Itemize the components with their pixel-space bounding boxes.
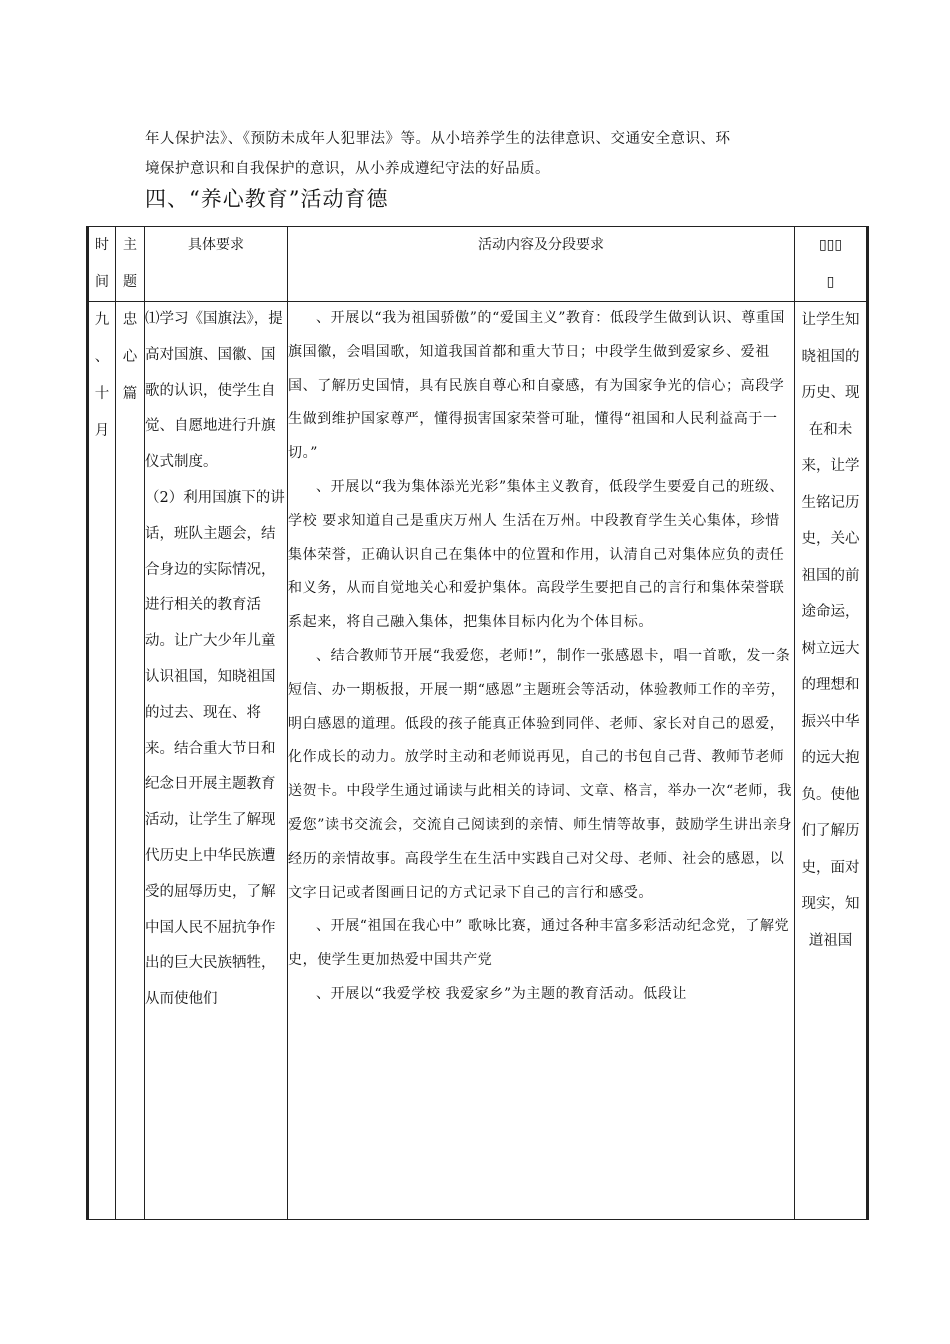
section-title: 四、“养心教育”活动育德	[145, 187, 389, 211]
header-theme: 主 题	[116, 227, 145, 302]
intro-line-2: 境保护意识和自我保护的意识，从小养成遵纪守法的好品质。	[145, 161, 550, 177]
table-row	[88, 302, 868, 1220]
header-goal: ▯▯▯ ▯	[795, 227, 868, 302]
activity-plan-table	[86, 226, 869, 1220]
cell-requirements	[145, 302, 288, 1220]
intro-line-1: 年人保护法》、《预防未成年人犯罪法》等。从小培养学生的法律意识、交通安全意识、环	[145, 131, 731, 147]
cell-theme: 忠 心 篇	[116, 302, 145, 1220]
content-item-2: 、开展以“我为集体添光光彩”集体主义教育，低段学生要爱自己的班级、学校 要求知道自己是重庆万州人 生活在万州。中段教育学生关心集体，珍惜集体荣誉，正确认识自己在集体中的位置和作用，认清自己对集体应负的责任和义务，从而自觉地关心和爱护集体。高段学生要把自己的言行和集体荣誉联系起来，将自己融入集体，把集体目标内化为个体目标。	[288, 478, 785, 631]
header-requirements: 具体要求	[145, 227, 288, 302]
content-item-4: 、开展“祖国在我心中” 歌咏比赛，通过各种丰富多彩活动纪念党，了解党史，使学生更加热爱中国共产党	[288, 918, 790, 969]
intro-paragraph	[145, 124, 805, 184]
content-item-1: 、开展以“我为祖国骄傲”的“爱国主义”教育：低段学生做到认识、尊重国旗国徽，会唱国歌，知道我国首都和重大节日；中段学生做到爱家乡、爱祖国、了解历史国情，具有民族自尊心和自豪感，有为国家争光的信心；高段学生做到维护国家尊严，懂得损害国家荣誉可耻，懂得“祖国和人民利益高于一切。”	[288, 310, 786, 462]
requirement-1: ⑴学习《国旗法》，提高对国旗、国徽、国歌的认识，使学生自觉、自愿地进行升旗仪式制度。	[145, 311, 283, 471]
cell-time: 九 、 十 月	[88, 302, 116, 1220]
table-header-row	[88, 227, 868, 302]
content-item-5: 、开展以“我爱学校 我爱家乡”为主题的教育活动。低段让	[316, 985, 687, 1002]
cell-goal: 让学生知晓祖国的历史、现在和未来，让学生铭记历史，关心祖国的前途命运，树立远大的理想和振兴中华的远大抱负。使他们了解历史，面对现实，知道祖国	[795, 302, 868, 1220]
header-content: 活动内容及分段要求	[288, 227, 795, 302]
header-time: 时 间	[88, 227, 116, 302]
requirement-2: （2）利用国旗下的讲话，班队主题会，结合身边的实际情况，进行相关的教育活动。让广大少年儿童认识祖国，知晓祖国的过去、现在、将来。结合重大节日和纪念日开展主题教育活动，让学生了解现代历史上中华民族遭受的屈辱历史，了解中国人民不屈抗争作出的巨大民族牺牲，从而使他们	[145, 489, 285, 1008]
cell-content	[288, 302, 795, 1220]
content-item-3: 、结合教师节开展“我爱您，老师!”，制作一张感恩卡，唱一首歌，发一条短信、办一期板报，开展一期“感恩”主题班会等活动，体验教师工作的辛劳，明白感恩的道理。低段的孩子能真正体验到同伴、老师、家长对自己的恩爱，化作成长的动力。放学时主动和老师说再见，自己的书包自己背、教师节老师送贺卡。中段学生通过诵读与此相关的诗词、文章、格言，举办一次“老师，我爱您”读书交流会，交流自己阅读到的亲情、师生情等故事，鼓励学生讲出亲身经历的亲情故事。高段学生在生活中实践自己对父母、老师、社会的感恩，以文字日记或者图画日记的方式记录下自己的言行和感受。	[288, 647, 793, 901]
